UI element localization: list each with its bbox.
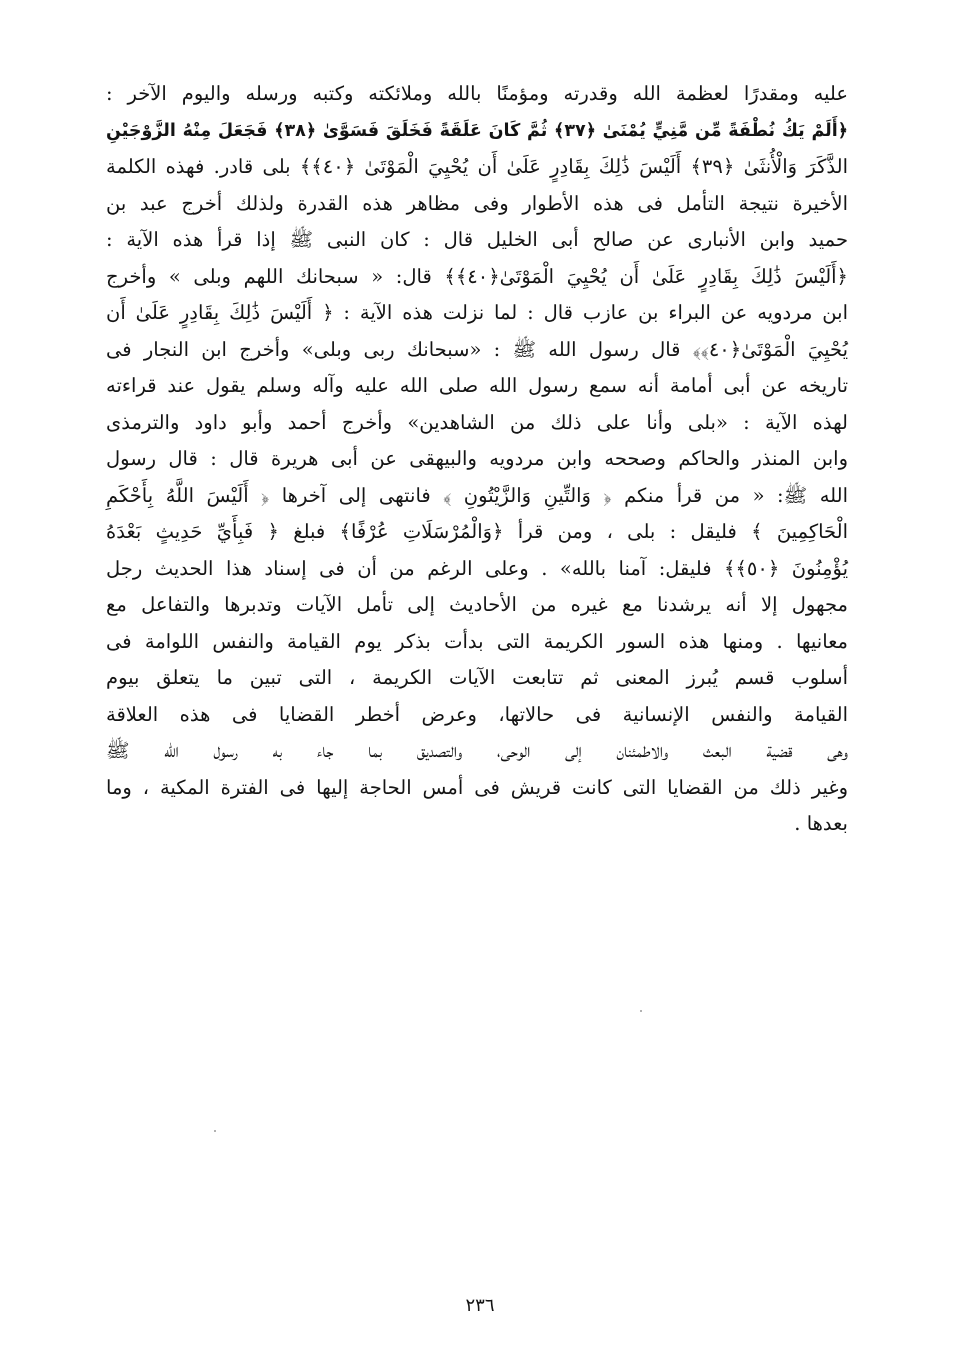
text-line: ﴿أَلَيْسَ ذَٰلِكَ بِقَادِرٍ عَلَىٰ أَن يُحْيِيَ الْمَوْتَىٰ﴿٤٠﴾﴾ قال: « سبحانك اللهم وبلى » وأخرج xyxy=(106,264,848,288)
text-line: عليه ومقدرًا لعظمة الله وقدرته ومؤمنًا بالله وملائكته وكتبه ورسله واليوم الآخر : xyxy=(106,82,848,105)
text-line: يُؤْمِنُونَ ﴿٥٠﴾﴾ فليقل: آمنا بالله» . وعلى الرغم من أن فى إسناد هذا الحديث رجل xyxy=(106,556,848,580)
text-line: معانيها . ومنها هذه السور الكريمة التى بدأت بذكر يوم القيامة والنفس اللوامة فى xyxy=(106,629,848,653)
text-line: وابن المنذر والحاكم وصححه وابن مردويه والبيهقى عن أبى هريرة قال : قال رسول xyxy=(106,447,848,470)
text-line: تاريخه عن أبى أمامة أنه سمع رسول الله صلى الله عليه وآله وسلم يقول عند قراءته xyxy=(106,374,848,397)
text-line: ابن مردويه عن البراء بن عازب قال : لما نزلت هذه الآية : ﴿ أَلَيْسَ ذَٰلِكَ بِقَادِرٍ عَلَىٰ أَن xyxy=(106,301,848,324)
text-line: لهذه الآية : «بلى وأنا على ذلك من الشاهدين» وأخرج أحمد وأبو داود والترمذى xyxy=(106,410,848,434)
text-line: وهى قضية البعث والاطمئنان إلى الوحى، والتصديق بما جاء به رسول الله ﷺ xyxy=(106,739,848,762)
text-line: الأخيرة نتيجة التأمل فى هذه الأطوار وفى مظاهر هذه القدرة ولذلك أخرج عبد بن xyxy=(106,191,848,215)
text-line: حميد وابن الأنبارى عن صالح أبى الخليل قال : كان النبى ﷺ إذا قرأ هذه الآية : xyxy=(106,228,848,251)
scan-speck xyxy=(640,1010,642,1012)
body-text xyxy=(106,76,848,843)
text-line: وغير ذلك من القضايا التى كانت قريش فى أمس الحاجة إليها فى الفترة المكية ، وما xyxy=(106,775,848,799)
text-line: يُحْيِيَ الْمَوْتَىٰ﴿٤٠﴾﴾ قال رسول الله ﷺ : «سبحانك ربى وبلى» وأخرج ابن النجار فى xyxy=(106,337,848,361)
scan-speck xyxy=(214,1130,216,1132)
text-line: بعدها . xyxy=(794,812,848,835)
page-number: ٢٣٦ xyxy=(465,1295,495,1316)
text-line: مجهول إلا أنه يرشدنا مع غيره من الأحاديث إلى تأمل الآيات وتدبرها والتفاعل مع xyxy=(106,593,848,616)
text-line: القيامة والنفس الإنسانية فى حالاتها، وعرض أخطر القضايا فى هذه العلاقة xyxy=(106,702,848,726)
text-line: أسلوب قسم يُبرز المعنى ثم تتابعت الآيات الكريمة ، التى تبين ما يتعلق بيوم xyxy=(106,666,848,689)
text-line: الله ﷺ: « من قرأ منكم ﴿ وَالتِّينِ وَالزَّيْتُونِ ﴾ فانتهى إلى آخرها ﴿ أَلَيْسَ اللَّهُ بِأَحْكَمِ xyxy=(106,483,848,507)
text-line: الذَّكَرَ وَالْأُنثَىٰ ﴿٣٩﴾ أَلَيْسَ ذَٰلِكَ بِقَادِرٍ عَلَىٰ أَن يُحْيِيَ الْمَوْتَىٰ ﴿٤٠﴾﴾ بلى قادر. فهذه الكلمة xyxy=(106,155,849,178)
text-line: الْحَاكِمِينَ ﴾ فليقل : بلى ، ومن قرأ ﴿وَالْمُرْسَلَاتِ عُرْفًا﴾ فبلغ ﴿ فَبِأَيِّ حَدِيثٍ بَعْدَهُ xyxy=(106,520,848,543)
text-line-verse: ﴿أَلَمْ يَكُ نُطْفَةً مِّن مَّنِيٍّ يُمْنَىٰ ﴿٣٧﴾ ثُمَّ كَانَ عَلَقَةً فَخَلَقَ فَسَوَّىٰ ﴿٣٨﴾ فَجَعَلَ مِنْهُ الزَّوْجَيْنِ xyxy=(106,120,849,141)
